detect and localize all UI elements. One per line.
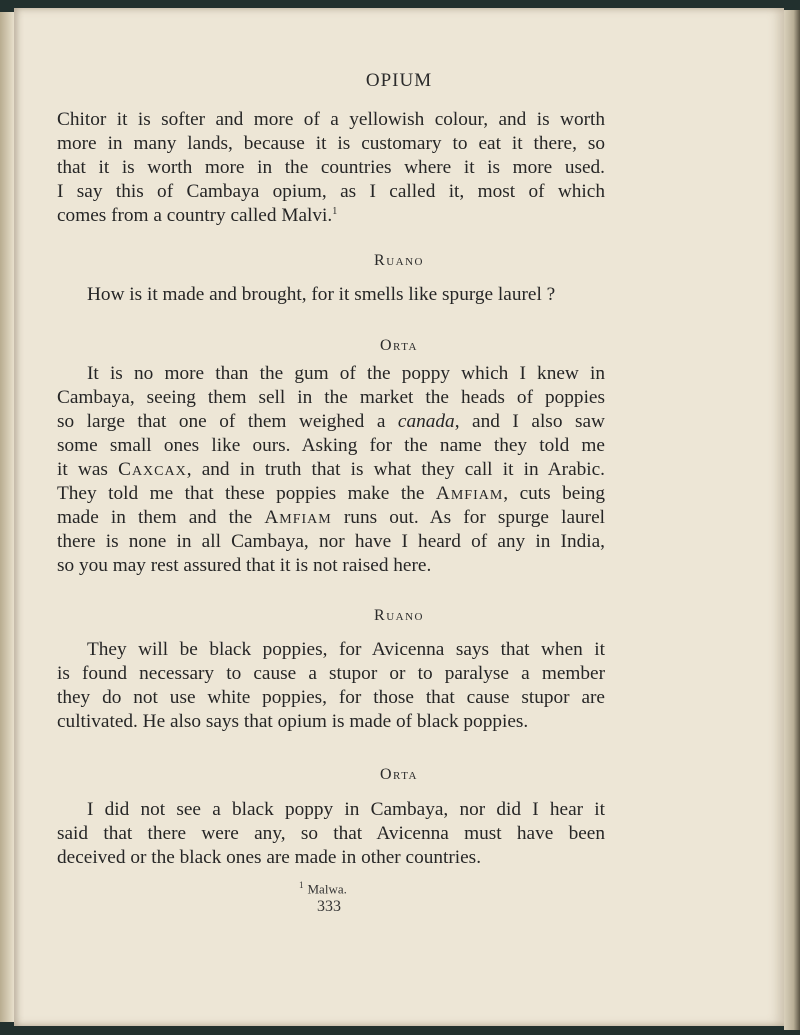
text-line: there is none in all Cambaya, nor have I heard of any in India, [57,531,605,552]
speaker-heading: Ruano [374,607,424,624]
question-line: How is it made and brought, for it smells like spurge laurel ? [87,284,556,305]
footnote-reference: 1 [332,206,338,217]
text-line: comes from a country called Malvi. [57,205,333,226]
text-line: Chitor it is softer and more of a yellowish colour, and is worth [57,109,605,130]
text-line: that it is worth more in the countries where it is more used. [57,157,605,178]
running-header: OPIUM [365,70,433,91]
small-caps-term: Caxcax [118,459,187,480]
speaker-heading: Orta [379,766,418,783]
text-span: so large that one of them weighed a [57,411,398,432]
speaker-heading: Orta [379,337,418,354]
text-line: they do not use white poppies, for those that cause stupor are [57,687,605,708]
text-line: deceived or the black ones are made in other countries. [57,847,482,868]
speaker-heading: Ruano [374,252,424,269]
text-line: I did not see a black poppy in Cambaya, nor did I hear it [87,799,605,820]
small-caps-term: Amfiam [264,507,332,528]
text-span: made in them and the [57,507,265,528]
text-line: cultivated. He also says that opium is made of black poppies. [57,711,529,732]
page-block-edge [784,10,800,1030]
text-line [57,458,605,482]
text-line: is found necessary to cause a stupor or to paralyse a member [57,663,605,684]
text-line: said that there were any, so that Avicenna must have been [57,823,605,844]
text-line: some small ones like ours. Asking for the name they told me [57,435,605,456]
small-caps-term: Amfiam [435,483,504,504]
text-line: more in many lands, because it is customary to eat it there, so [57,133,605,154]
text-line: Cambaya, seeing them sell in the market the heads of poppies [57,387,605,408]
text-span: runs out. As for spurge laurel [331,507,605,528]
text-span: , cuts being [503,483,605,504]
text-line: It is no more than the gum of the poppy which I knew in [87,363,605,384]
text-span: , and in truth that is what they call it in Arabic. [186,459,605,480]
footnote-text: Malwa. [307,881,347,897]
text-line [57,506,605,530]
footnote [299,880,347,897]
text-line [57,482,605,506]
facing-page-edge [0,12,15,1022]
paragraph-orta-2 [57,798,605,870]
text-line: I say this of Cambaya opium, as I called it, most of which [57,181,605,202]
paragraph-intro [57,108,605,228]
text-line [57,410,605,434]
text-line-last [57,204,605,228]
text-line: They will be black poppies, for Avicenna says that when it [87,639,605,660]
book-page [14,8,784,1026]
text-span: They told me that these poppies make the [57,483,436,504]
footnote-mark: 1 [299,880,304,890]
text-line: so you may rest assured that it is not raised here. [57,555,432,576]
text-span: , and I also saw [454,411,605,432]
paragraph-orta-1 [57,362,605,578]
text-span: it was [57,459,119,480]
paragraph-ruano-2 [57,638,605,734]
italic-term: canada [397,411,455,432]
page-number: 333 [317,898,341,915]
